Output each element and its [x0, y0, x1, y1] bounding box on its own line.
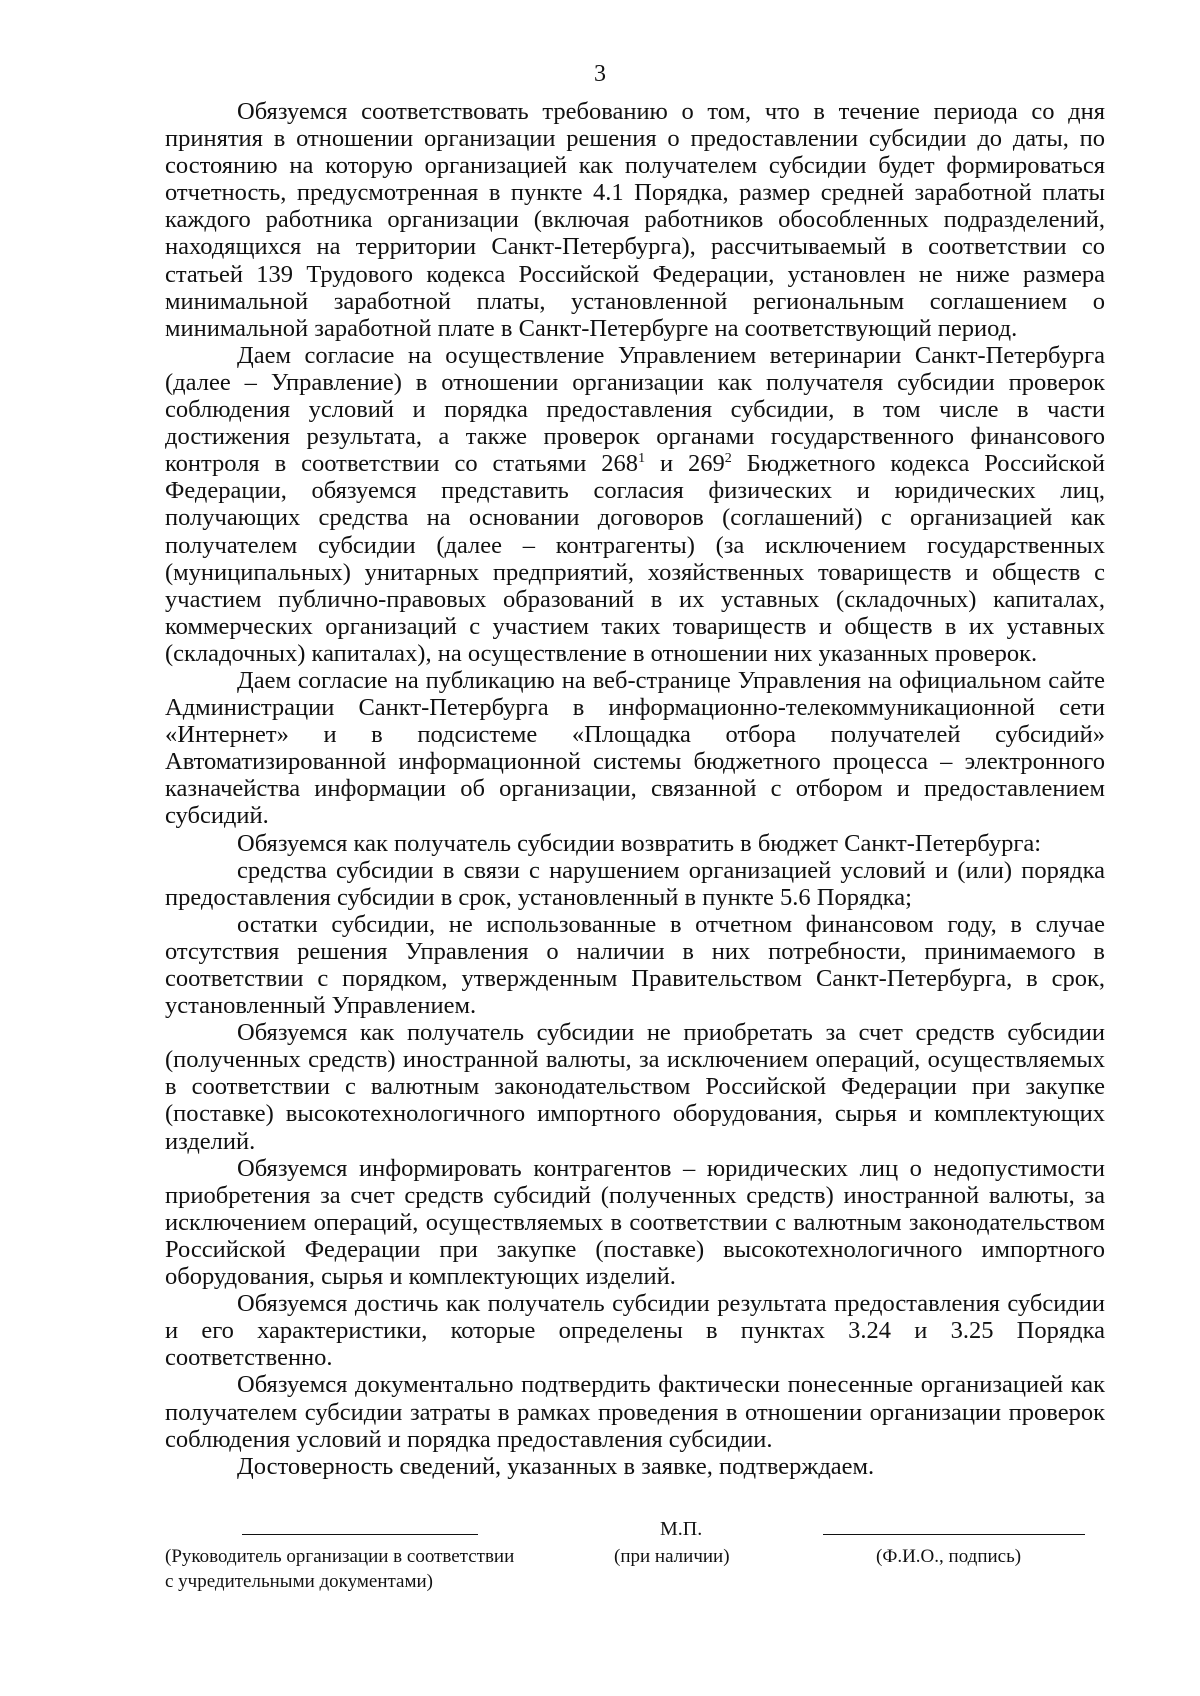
paragraph-wage-obligation: Обязуемся соответствовать требованию о том, что в течение периода со дня принятия в отношении организации решения о предоставлении субсидии до даты, по состоянию на которую организацией как получателем субсидии будет формироваться отчетность, предусмотренная в пункте 4.1 Порядка, размер средней заработной платы каждого работника организации (включая работников обособленных подразделений, находящихся на территории Санкт-Петербурга), рассчитываемый в соответствии со статьей 139 Трудового кодекса Российской Федерации, установлен не ниже размера минимальной заработной платы, установленной региональным соглашением о минимальной заработной плате в Санкт-Петербурге на соответствующий период. — [165, 98, 1105, 342]
paragraph-result-achievement: Обязуемся достичь как получатель субсидии результата предоставления субсидии и его характеристики, которые определены в пунктах 3.24 и 3.25 Порядка соответственно. — [165, 1290, 1105, 1372]
name-signature-line — [823, 1534, 1085, 1535]
name-caption: (Ф.И.О., подпись) — [876, 1546, 1022, 1567]
head-caption-line1: (Руководитель организации в соответствии — [165, 1546, 515, 1567]
document-body — [165, 98, 1105, 1480]
paragraph-publication-consent: Даем согласие на публикацию на веб-странице Управления на официальном сайте Администрации Санкт-Петербурга в информационно-телекоммуникационной сети «Интернет» и в подсистеме «Площадка отбора получателей субсидий» Автоматизированной информационной системы бюджетного процесса – электронного казначейства информации об организации, связанной с отбором и предоставлением субсидий. — [165, 666, 1105, 830]
paragraph-expense-confirmation: Обязуемся документально подтвердить фактически понесенные организацией как получателем субсидии затраты в рамках проведения в отношении организации проверок соблюдения условий и порядка предоставления субсидии. — [165, 1371, 1105, 1453]
stamp-caption: (при наличии) — [614, 1546, 730, 1567]
paragraph-accuracy-confirmation: Достоверность сведений, указанных в заявке, подтверждаем. — [237, 1452, 875, 1480]
inspection-consent-text-mid: и 269 — [645, 450, 725, 478]
paragraph-return-obligation: Обязуемся как получатель субсидии возвратить в бюджет Санкт-Петербурга: — [237, 829, 1042, 857]
head-caption-line2: с учредительными документами) — [165, 1571, 434, 1592]
inspection-consent-text-end: Бюджетного кодекса Российской Федерации, обязуемся представить согласия физических и юридических лиц, получающих средства на основании договоров (соглашений) с организацией как получателем субсидии (далее – контрагенты) (за исключением государственных (муниципальных) унитарных предприятий, хозяйственных товариществ и обществ с участием публично-правовых образований в их уставных (складочных) капиталах, коммерческих организаций с участием таких товариществ и обществ в их уставных (складочных) капиталах), на осуществление в отношении них указанных проверок. — [165, 450, 1105, 667]
page-number: 3 — [594, 61, 606, 87]
paragraph-contractor-notice: Обязуемся информировать контрагентов – юридических лиц о недопустимости приобретения за счет средств субсидий (полученных средств) иностранной валюты, за исключением операций, осуществляемых в соответствии с валютным законодательством Российской Федерации при закупке (поставке) высокотехнологичного импортного оборудования, сырья и комплектующих изделий. — [165, 1154, 1105, 1291]
article-268-superscript: 1 — [638, 451, 646, 467]
article-269-superscript: 2 — [724, 451, 732, 467]
paragraph-return-violation: средства субсидии в связи с нарушением организацией условий и (или) порядка предоставления субсидии в срок, установленный в пункте 5.6 Порядка; — [165, 856, 1105, 911]
inspection-consent-text-start: Даем согласие на осуществление Управлением ветеринарии Санкт-Петербурга (далее – Управление) в отношении организации как получателя субсидии проверок соблюдения условий и порядка предоставления субсидии, в том числе в части достижения результата, а также проверок органами государственного финансового контроля в соответствии со статьями 268 — [165, 341, 1105, 478]
paragraph-inspection-consent — [165, 342, 1105, 667]
paragraph-currency-restriction: Обязуемся как получатель субсидии не приобретать за счет средств субсидии (полученных средств) иностранной валюты, за исключением операций, осуществляемых в соответствии с валютным законодательством Российской Федерации при закупке (поставке) высокотехнологичного импортного оборудования, сырья и комплектующих изделий. — [165, 1019, 1105, 1155]
paragraph-return-remainder: остатки субсидии, не использованные в отчетном финансовом году, в случае отсутствия решения Управления о наличии в них потребности, принимаемого в соответствии с порядком, утвержденным Правительством Санкт-Петербурга, в срок, установленный Управлением. — [165, 910, 1105, 1020]
stamp-label: М.П. — [660, 1518, 703, 1540]
head-signature-line — [242, 1534, 478, 1535]
